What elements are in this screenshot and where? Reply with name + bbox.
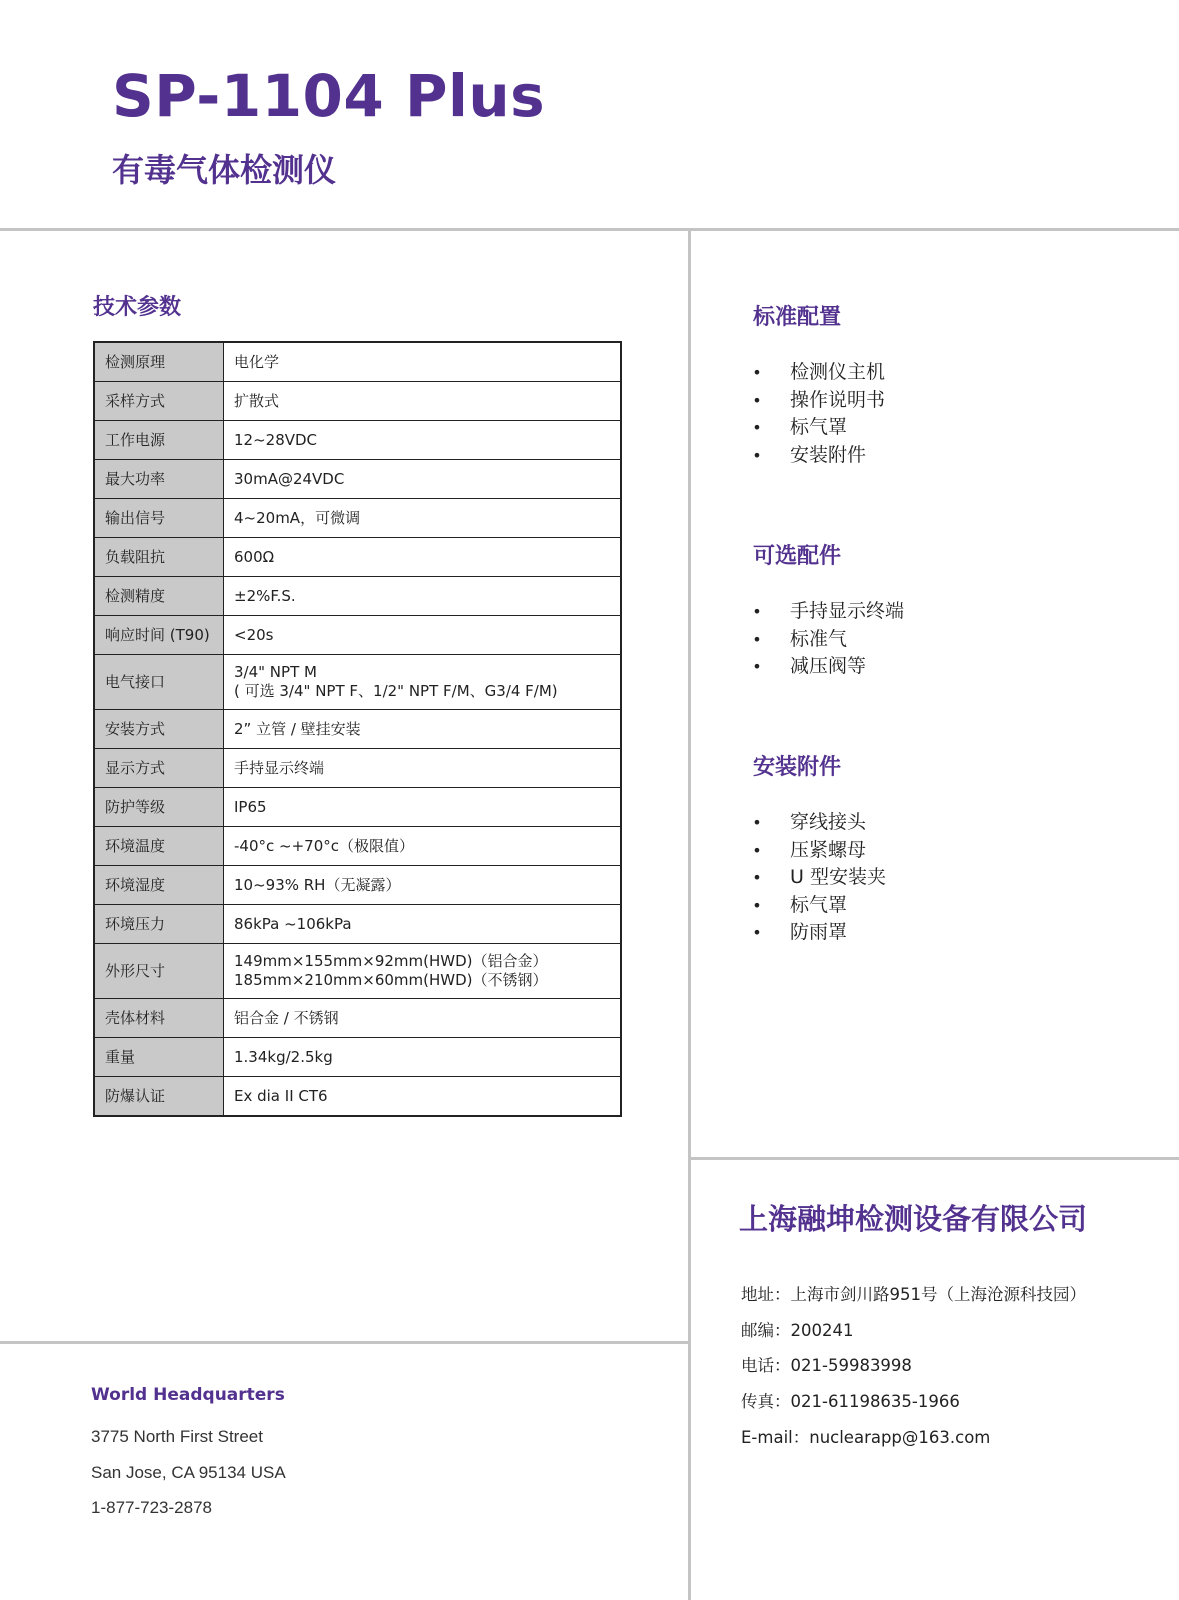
bullet-icon: • xyxy=(752,363,762,382)
bullet-icon: • xyxy=(752,813,762,832)
list-item-label: 安装附件 xyxy=(790,443,867,466)
spec-row xyxy=(94,827,621,866)
company-fax: 传真：021-61198635-1966 xyxy=(741,1392,960,1411)
list-item-label: 操作说明书 xyxy=(790,388,886,411)
spec-label: 环境温度 xyxy=(94,827,224,866)
spec-value-line: IP65 xyxy=(234,797,267,816)
spec-row xyxy=(94,710,621,749)
spec-label: 壳体材料 xyxy=(94,999,224,1038)
product-subtitle: 有毒气体检测仪 xyxy=(112,151,337,189)
spec-row xyxy=(94,1038,621,1077)
list-item-label: 标准气 xyxy=(790,627,848,650)
headquarters-street: 3775 North First Street xyxy=(91,1427,263,1446)
spec-value-line: 149mm×155mm×92mm(HWD)（铝合金） xyxy=(234,952,548,970)
installation-accessories-list xyxy=(752,809,886,947)
list-item xyxy=(752,653,904,681)
list-item-label: 减压阀等 xyxy=(790,655,867,677)
specs-heading: 技术参数 xyxy=(93,295,182,320)
spec-value xyxy=(224,710,622,749)
spec-label: 响应时间 (T90) xyxy=(94,616,224,655)
list-item xyxy=(752,892,886,920)
spec-row xyxy=(94,342,621,382)
bullet-icon: • xyxy=(752,657,762,676)
spec-value-line: Ex dia II CT6 xyxy=(234,1086,328,1105)
spec-value-line: 电化学 xyxy=(234,352,280,371)
bullet-icon: • xyxy=(752,445,762,465)
spec-row xyxy=(94,421,621,460)
company-divider xyxy=(688,1157,1179,1160)
spec-value xyxy=(224,538,622,577)
list-item xyxy=(752,598,904,626)
spec-value-line: 铝合金 / 不锈钢 xyxy=(234,1008,339,1027)
spec-row xyxy=(94,616,621,655)
spec-label: 最大功率 xyxy=(94,460,224,499)
spec-value xyxy=(224,421,622,460)
spec-value xyxy=(224,788,622,827)
list-item-label: 防雨罩 xyxy=(790,921,848,943)
spec-label: 输出信号 xyxy=(94,499,224,538)
spec-value-line: 2” 立管 / 壁挂安装 xyxy=(234,719,361,738)
spec-value xyxy=(224,944,622,999)
spec-label: 采样方式 xyxy=(94,382,224,421)
list-item-label: 手持显示终端 xyxy=(790,600,905,622)
list-item-label: 压紧螺母 xyxy=(790,838,867,861)
spec-label: 防爆认证 xyxy=(94,1077,224,1117)
spec-value xyxy=(224,655,622,710)
list-item xyxy=(752,919,886,947)
spec-label: 外形尺寸 xyxy=(94,944,224,999)
list-item xyxy=(752,864,886,892)
spec-value xyxy=(224,616,622,655)
spec-value xyxy=(224,827,622,866)
list-item xyxy=(752,837,886,865)
list-item xyxy=(752,809,886,837)
spec-row xyxy=(94,538,621,577)
spec-row xyxy=(94,999,621,1038)
bullet-icon: • xyxy=(752,923,762,942)
bullet-icon: • xyxy=(752,602,762,621)
column-divider xyxy=(688,228,691,1600)
spec-value-line: 30mA@24VDC xyxy=(234,469,345,488)
spec-label: 工作电源 xyxy=(94,421,224,460)
spec-value-line: 扩散式 xyxy=(234,391,280,410)
list-item xyxy=(752,626,904,654)
standard-config-heading: 标准配置 xyxy=(753,305,842,330)
headquarters-city: San Jose, CA 95134 USA xyxy=(91,1463,286,1482)
spec-table xyxy=(93,341,622,1117)
spec-row xyxy=(94,905,621,944)
spec-value-line: ±2%F.S. xyxy=(234,586,296,605)
spec-label: 电气接口 xyxy=(94,655,224,710)
spec-row xyxy=(94,382,621,421)
spec-value xyxy=(224,577,622,616)
list-item xyxy=(752,414,885,442)
spec-row xyxy=(94,499,621,538)
spec-row xyxy=(94,749,621,788)
spec-label: 环境压力 xyxy=(94,905,224,944)
spec-value xyxy=(224,749,622,788)
spec-row xyxy=(94,460,621,499)
spec-value xyxy=(224,382,622,421)
list-item xyxy=(752,442,885,470)
spec-value-line: <20s xyxy=(234,625,274,644)
optional-accessories-heading: 可选配件 xyxy=(753,544,842,569)
spec-row xyxy=(94,944,621,999)
bullet-icon: • xyxy=(752,868,762,887)
spec-value-line: -40°c ~+70°c（极限值） xyxy=(234,836,414,855)
header-divider xyxy=(0,228,1179,231)
product-title: SP-1104 Plus xyxy=(112,62,546,130)
spec-value-line: 1.34kg/2.5kg xyxy=(234,1047,333,1066)
spec-label: 检测原理 xyxy=(94,342,224,382)
spec-value xyxy=(224,1038,622,1077)
spec-value xyxy=(224,999,622,1038)
spec-row xyxy=(94,577,621,616)
optional-accessories-list xyxy=(752,598,904,681)
spec-row xyxy=(94,655,621,710)
spec-value xyxy=(224,460,622,499)
spec-value xyxy=(224,342,622,382)
standard-config-list xyxy=(752,359,885,469)
bullet-icon: • xyxy=(752,629,762,649)
company-postcode: 邮编：200241 xyxy=(741,1321,854,1340)
company-name: 上海融坤检测设备有限公司 xyxy=(739,1202,1088,1236)
spec-label: 安装方式 xyxy=(94,710,224,749)
headquarters-divider xyxy=(0,1341,688,1344)
spec-value xyxy=(224,866,622,905)
spec-label: 重量 xyxy=(94,1038,224,1077)
headquarters-phone: 1-877-723-2878 xyxy=(91,1498,212,1517)
spec-value xyxy=(224,1077,622,1117)
spec-value-line: 600Ω xyxy=(234,547,275,566)
bullet-icon: • xyxy=(752,840,762,860)
list-item xyxy=(752,387,885,415)
headquarters-title: World Headquarters xyxy=(91,1385,285,1405)
spec-row xyxy=(94,788,621,827)
spec-value-line: 4~20mA，可微调 xyxy=(234,508,361,527)
installation-accessories-heading: 安装附件 xyxy=(753,755,842,780)
spec-value-line: ( 可选 3/4" NPT F、1/2" NPT F/M、G3/4 F/M) xyxy=(234,682,558,700)
list-item-label: 穿线接头 xyxy=(790,811,867,833)
list-item xyxy=(752,359,885,387)
spec-row xyxy=(94,866,621,905)
spec-value-line: 3/4" NPT M xyxy=(234,663,317,681)
spec-label: 检测精度 xyxy=(94,577,224,616)
spec-label: 环境湿度 xyxy=(94,866,224,905)
spec-row xyxy=(94,1077,621,1117)
spec-label: 防护等级 xyxy=(94,788,224,827)
company-email[interactable]: E-mail：nuclearapp@163.com xyxy=(741,1428,991,1447)
bullet-icon: • xyxy=(752,390,762,410)
spec-label: 显示方式 xyxy=(94,749,224,788)
spec-value-line: 86kPa ~106kPa xyxy=(234,914,352,933)
company-address: 地址：上海市剑川路951号（上海沧源科技园） xyxy=(741,1285,1086,1304)
spec-value xyxy=(224,499,622,538)
list-item-label: 检测仪主机 xyxy=(790,361,886,383)
bullet-icon: • xyxy=(752,418,762,437)
list-item-label: 标气罩 xyxy=(790,416,848,438)
company-phone: 电话：021-59983998 xyxy=(741,1356,912,1375)
list-item-label: 标气罩 xyxy=(790,893,848,916)
spec-value-line: 10~93% RH（无凝露） xyxy=(234,875,401,894)
list-item-label: U 型安装夹 xyxy=(790,866,886,888)
spec-label: 负载阻抗 xyxy=(94,538,224,577)
bullet-icon: • xyxy=(752,895,762,915)
spec-value-line: 185mm×210mm×60mm(HWD)（不锈钢） xyxy=(234,971,548,989)
spec-value xyxy=(224,905,622,944)
spec-value-line: 12~28VDC xyxy=(234,430,318,449)
spec-value-line: 手持显示终端 xyxy=(234,758,325,777)
